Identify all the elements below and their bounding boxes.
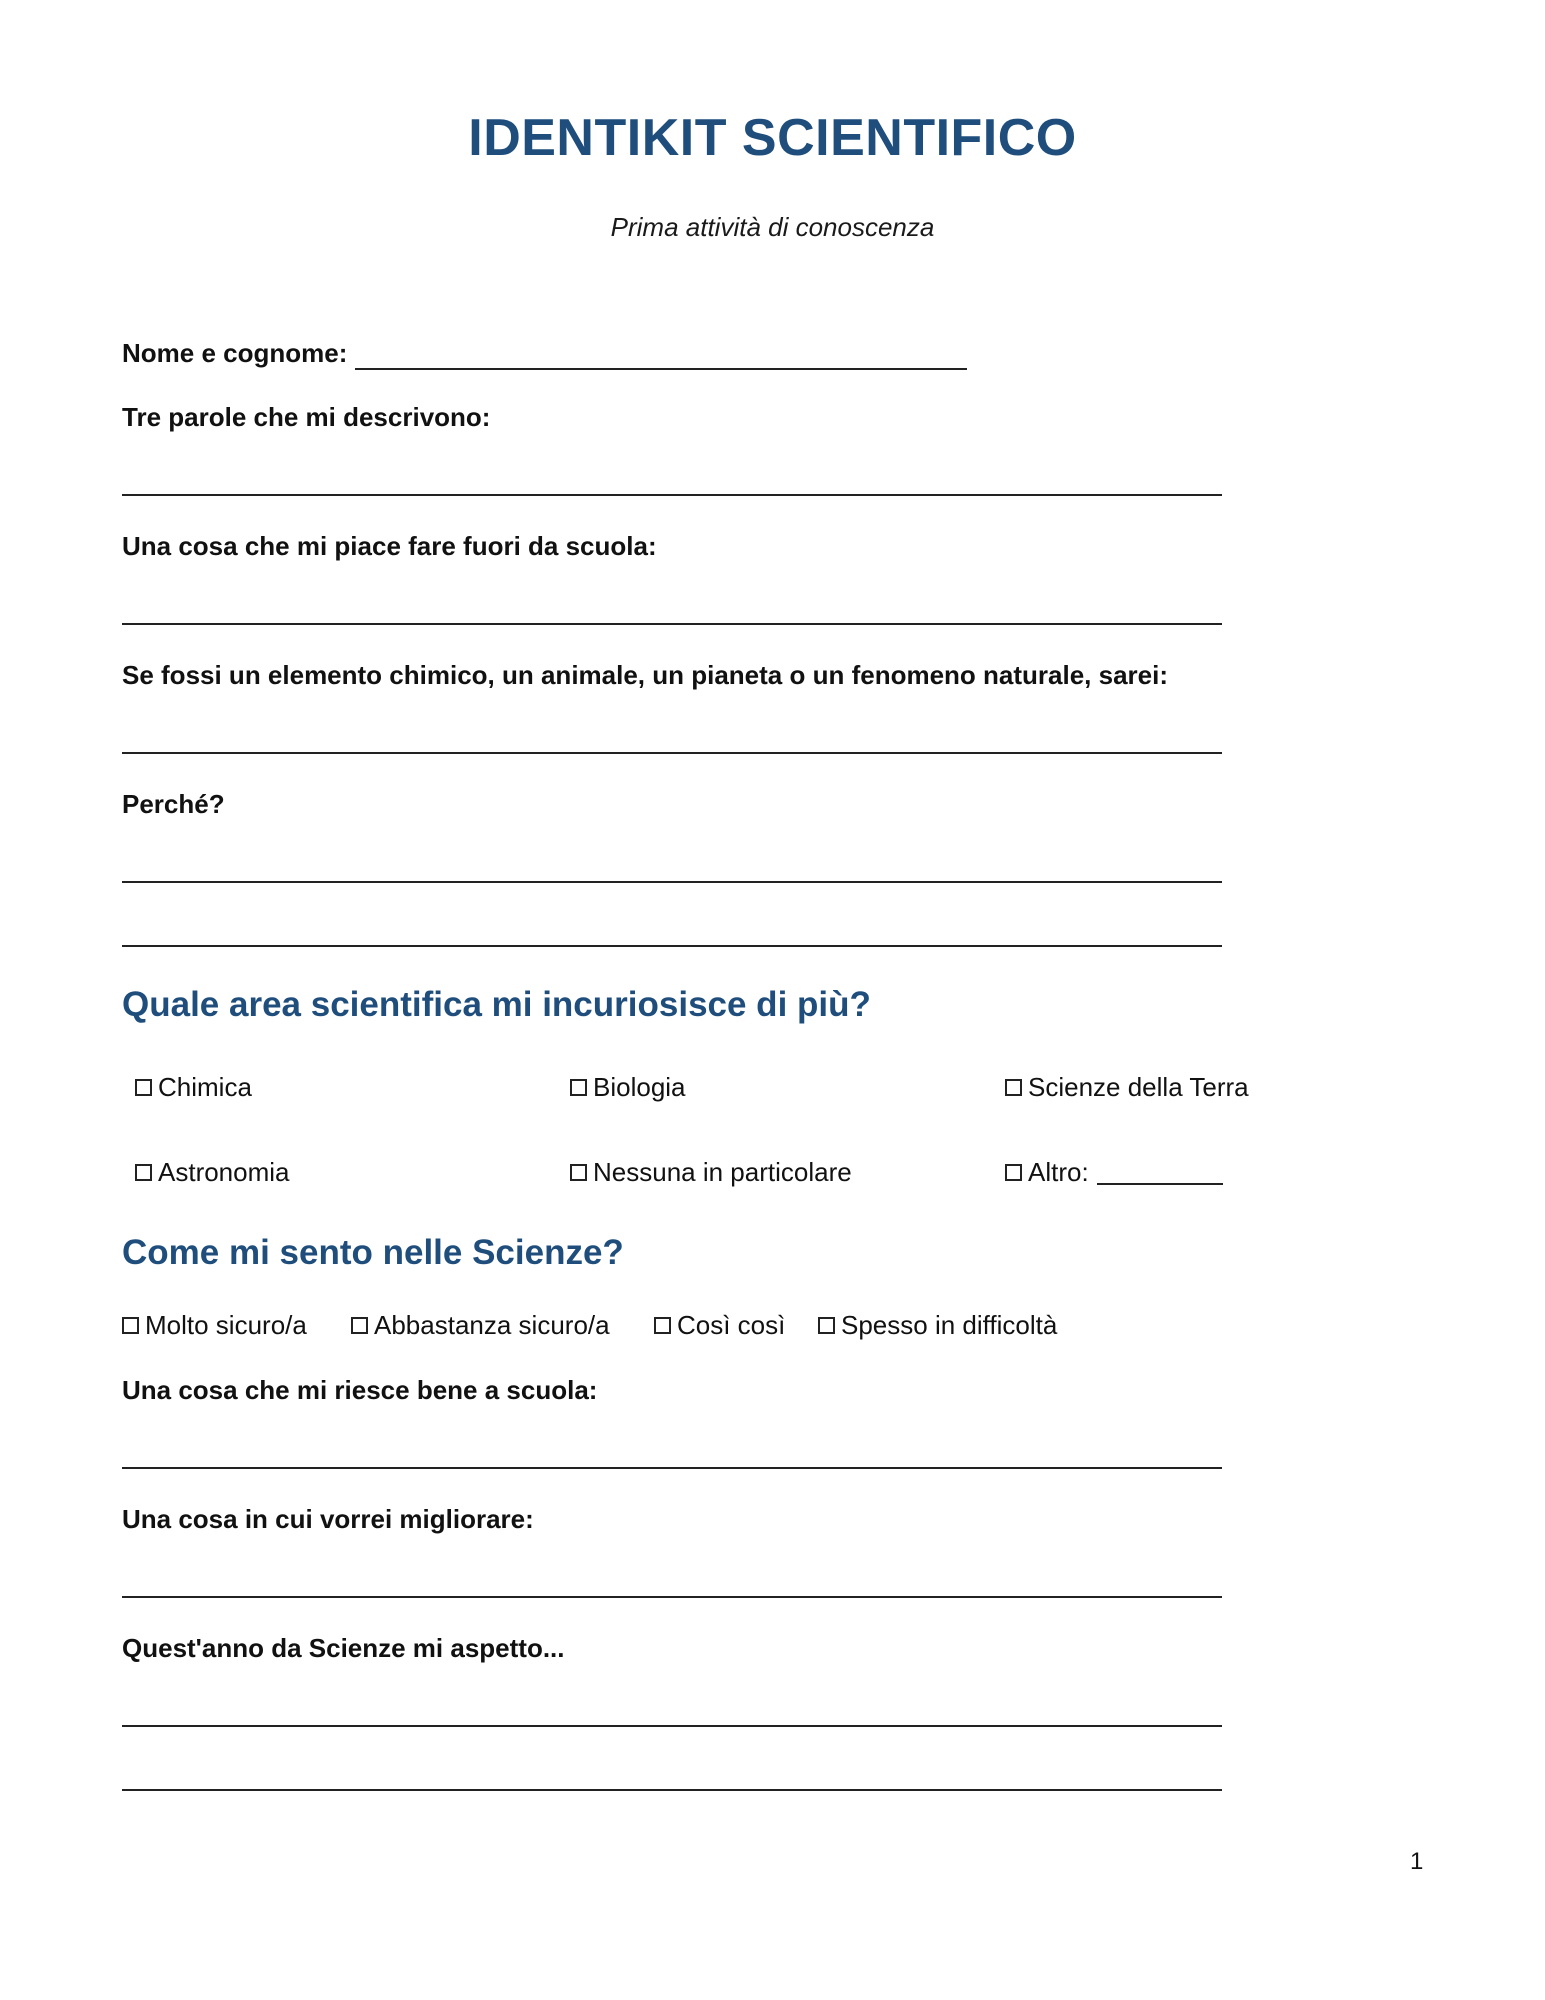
- option-label: Altro:: [1028, 1157, 1089, 1187]
- improve-answer-line[interactable]: [122, 1596, 1222, 1598]
- name-answer-line[interactable]: [355, 338, 967, 370]
- option-scienze-della-terra[interactable]: [1005, 1072, 1249, 1103]
- area-section-heading: Quale area scientifica mi incuriosisce di più?: [122, 985, 871, 1024]
- page-subtitle: Prima attività di conoscenza: [610, 212, 935, 242]
- expect-answer-line-2[interactable]: [122, 1789, 1222, 1791]
- checkbox-icon[interactable]: [570, 1079, 587, 1096]
- why-answer-line-2[interactable]: [122, 945, 1222, 947]
- good-at-answer-line[interactable]: [122, 1467, 1222, 1469]
- option-abbastanza-sicuro[interactable]: [351, 1310, 610, 1341]
- option-label: Astronomia: [158, 1157, 290, 1187]
- outside-school-label: Una cosa che mi piace fare fuori da scuola:: [122, 531, 657, 561]
- feeling-section-heading: Come mi sento nelle Scienze?: [122, 1233, 624, 1272]
- checkbox-icon[interactable]: [570, 1164, 587, 1181]
- name-field: [122, 338, 967, 370]
- expect-label: Quest'anno da Scienze mi aspetto...: [122, 1633, 565, 1663]
- option-cosi-cosi[interactable]: [654, 1310, 785, 1341]
- option-nessuna[interactable]: [570, 1157, 852, 1188]
- good-at-label: Una cosa che mi riesce bene a scuola:: [122, 1375, 598, 1405]
- option-chimica[interactable]: [135, 1072, 252, 1103]
- option-biologia[interactable]: [570, 1072, 686, 1103]
- checkbox-icon[interactable]: [818, 1317, 835, 1334]
- option-label: Chimica: [158, 1072, 252, 1102]
- page-number: 1: [1410, 1848, 1424, 1875]
- option-astronomia[interactable]: [135, 1157, 290, 1188]
- checkbox-icon[interactable]: [654, 1317, 671, 1334]
- option-molto-sicuro[interactable]: [122, 1310, 307, 1341]
- checkbox-icon[interactable]: [1005, 1164, 1022, 1181]
- three-words-answer-line[interactable]: [122, 494, 1222, 496]
- option-label: Abbastanza sicuro/a: [374, 1310, 610, 1340]
- why-answer-line-1[interactable]: [122, 881, 1222, 883]
- if-i-were-answer-line[interactable]: [122, 752, 1222, 754]
- name-label: Nome e cognome:: [122, 338, 348, 368]
- option-label: Nessuna in particolare: [593, 1157, 852, 1187]
- option-label: Biologia: [593, 1072, 686, 1102]
- option-label: Scienze della Terra: [1028, 1072, 1249, 1102]
- checkbox-icon[interactable]: [135, 1164, 152, 1181]
- if-i-were-label: Se fossi un elemento chimico, un animale, un pianeta o un fenomeno naturale, sarei:: [122, 660, 1168, 690]
- outside-school-answer-line[interactable]: [122, 623, 1222, 625]
- three-words-label: Tre parole che mi descrivono:: [122, 402, 491, 432]
- checkbox-icon[interactable]: [122, 1317, 139, 1334]
- checkbox-icon[interactable]: [135, 1079, 152, 1096]
- option-spesso-in-difficolta[interactable]: [818, 1310, 1057, 1341]
- improve-label: Una cosa in cui vorrei migliorare:: [122, 1504, 534, 1534]
- option-label: Spesso in difficoltà: [841, 1310, 1058, 1340]
- option-altro[interactable]: [1005, 1157, 1223, 1188]
- page-title: IDENTIKIT SCIENTIFICO: [468, 109, 1077, 167]
- expect-answer-line-1[interactable]: [122, 1725, 1222, 1727]
- checkbox-icon[interactable]: [351, 1317, 368, 1334]
- option-label: Molto sicuro/a: [145, 1310, 307, 1340]
- altro-answer-line[interactable]: [1097, 1161, 1223, 1185]
- why-label: Perché?: [122, 789, 225, 819]
- checkbox-icon[interactable]: [1005, 1079, 1022, 1096]
- option-label: Così così: [677, 1310, 786, 1340]
